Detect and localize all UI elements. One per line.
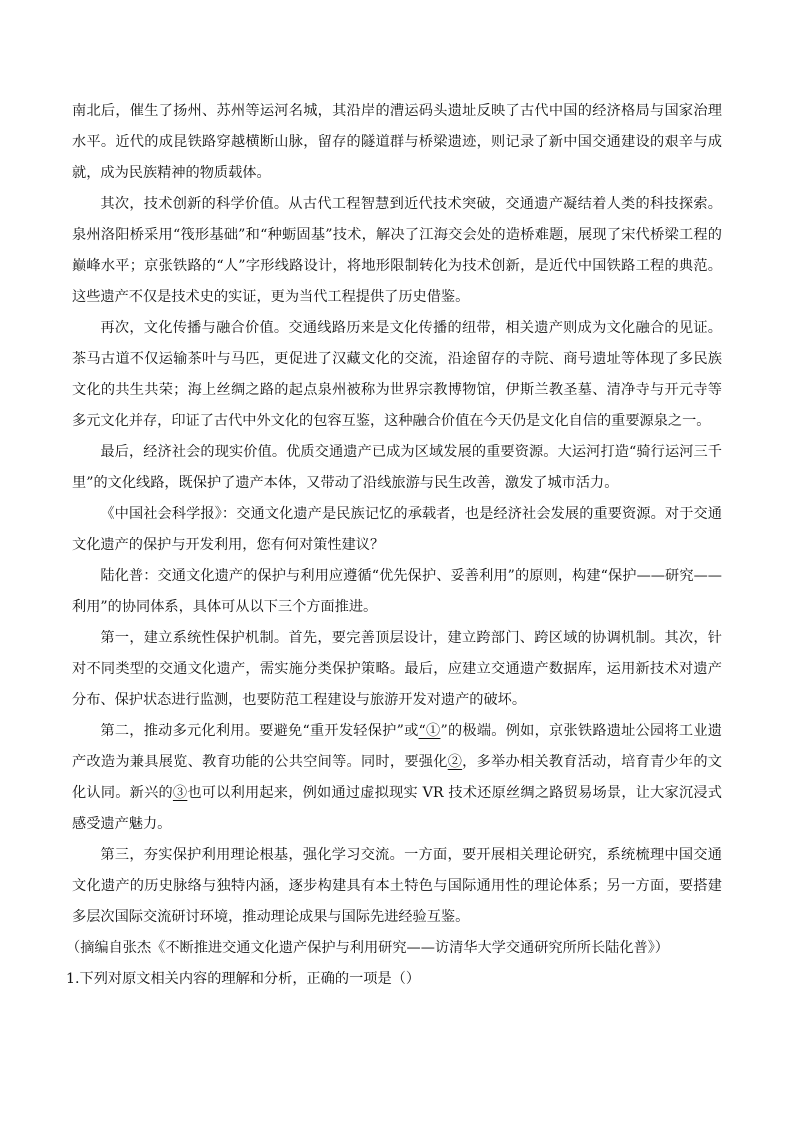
paragraph-3: 再次，文化传播与融合价值。交通线路历来是文化传播的纽带，相关遗产则成为文化融合的见证。茶马古道不仅运输茶叶与马匹，更促进了汉藏文化的交流，沿途留存的寺院、商号遗址等体现了多民族文化的共生共荣；海上丝绸之路的起点泉州被称为世界宗教博物馆，伊斯兰教圣墓、清净寺与开元寺等多元文化并存，印证了古代中外文化的包容互鉴，这种融合价值在今天仍是文化自信的重要源泉之一。: [72, 320, 722, 429]
blank-1: “①: [418, 723, 441, 739]
document-page: [66, 96, 722, 995]
paragraph-2: 其次，技术创新的科学价值。从古代工程智慧到近代技术突破，交通遗产凝结着人类的科技探索。泉州洛阳桥采用“筏形基础”和“种蛎固基”技术，解决了江海交会处的造桥难题，展现了宋代桥梁工程的巅峰水平；京张铁路的“人”字形线路设计，将地形限制转化为技术创新，是近代中国铁路工程的典范。这些遗产不仅是技术史的实证，更为当代工程提供了历史借鉴。: [72, 196, 722, 305]
paragraph-8: [72, 716, 722, 840]
paragraph-5-interview-question: 《中国社会科学报》：交通文化遗产是民族记忆的承载者，也是经济社会发展的重要资源。对于交通文化遗产的保护与开发利用，您有何对策性建议？: [72, 506, 722, 553]
paragraph-7: 第一，建立系统性保护机制。首先，要完善顶层设计，建立跨部门、跨区域的协调机制。其次，针对不同类型的交通文化遗产，需实施分类保护策略。最后，应建立交通遗产数据库，运用新技术对遗产分布、保护状态进行监测，也要防范工程建设与旅游开发对遗产的破坏。: [72, 630, 722, 708]
question-1: 1.下列对原文相关内容的理解和分析，正确的一项是（）: [66, 971, 421, 987]
paragraph-9: 第三，夯实保护利用理论根基，强化学习交流。一方面，要开展相关理论研究，系统梳理中国交通文化遗产的历史脉络与独特内涵，逐步构建具有本土特色与国际通用性的理论体系；另一方面，要搭建多层次国际交流研讨环境，推动理论成果与国际先进经验互鉴。: [72, 847, 722, 925]
paragraph-8-part-c: ，多举办相关教育活动，培育青少年的文化认同。新兴的: [72, 754, 722, 801]
paragraph-8-part-d: 也可以利用起来，例如通过虚拟现实 VR 技术还原丝绸之路贸易场景，让大家沉浸式感受遗产魅力。: [72, 785, 722, 832]
blank-3: ③: [172, 785, 188, 801]
paragraph-6-interview-answer: 陆化普：交通文化遗产的保护与利用应遵循“优先保护、妥善利用”的原则，构建“保护——研究——利用”的协同体系，具体可从以下三个方面推进。: [72, 568, 722, 615]
blank-2: ②: [447, 754, 463, 770]
paragraph-4: 最后，经济社会的现实价值。优质交通遗产已成为区域发展的重要资源。大运河打造“骑行运河三千里”的文化线路，既保护了遗产本体，又带动了沿线旅游与民生改善，激发了城市活力。: [72, 444, 722, 491]
paragraph-8-part-a: 第二，推动多元化利用。要避免“重开发轻保护”或: [100, 723, 419, 739]
paragraph-1: 南北后，催生了扬州、苏州等运河名城，其沿岸的漕运码头遗址反映了古代中国的经济格局与国家治理水平。近代的成昆铁路穿越横断山脉，留存的隧道群与桥梁遗迹，则记录了新中国交通建设的艰辛与成就，成为民族精神的物质载体。: [72, 103, 722, 181]
source-citation: （摘编自张杰《不断推进交通文化遗产保护与利用研究——访清华大学交通研究所所长陆化普》）: [66, 940, 669, 956]
paragraph-8-part-b: ”的极端。例如，京张铁路遗址公园将工业遗产改造为兼具展览、教育功能的公共空间等。同时，要强化: [72, 723, 722, 770]
